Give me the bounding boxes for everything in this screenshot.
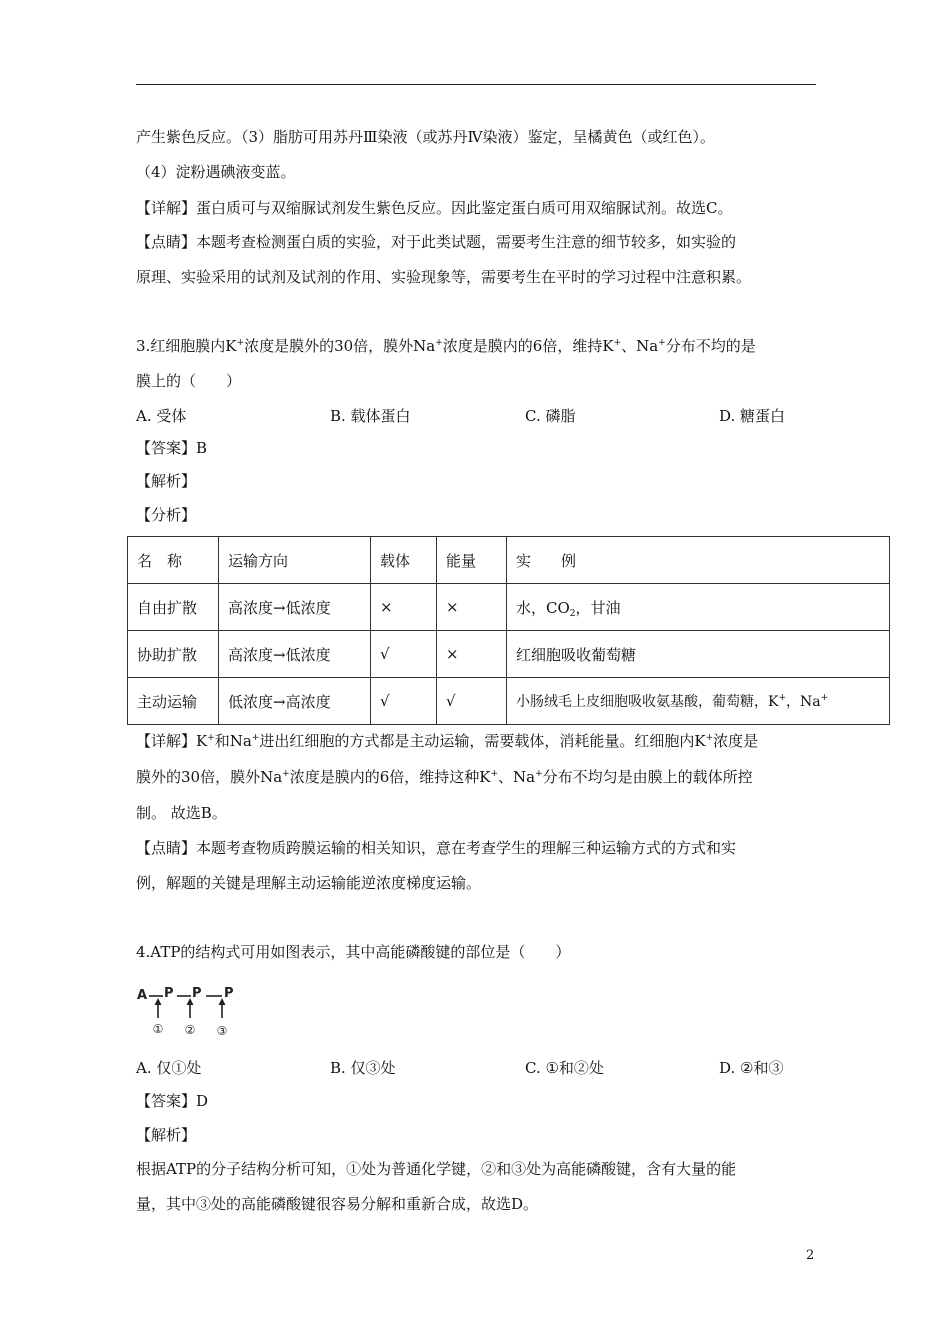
q4-options [136, 1058, 816, 1078]
q3-option-d[interactable]: D. 糖蛋白 [719, 407, 786, 425]
row-energy: × [437, 631, 507, 678]
row-direction: 高浓度→低浓度 [219, 584, 371, 631]
row-direction: 高浓度→低浓度 [219, 631, 371, 678]
arrowhead-1 [155, 998, 162, 1005]
page-number: 2 [806, 1248, 815, 1263]
q3-comment-1: 【点睛】本题考查物质跨膜运输的相关知识，意在考查学生的理解三种运输方式的方式和实 [136, 839, 737, 857]
atp-label-p1: P [164, 986, 174, 1001]
row-energy: √ [437, 678, 507, 725]
table-header-row [128, 537, 890, 584]
intro-line-2: （4）淀粉遇碘液变蓝。 [136, 163, 296, 181]
q3-detail-line-1: 【详解】K+和Na+进出红细胞的方式都是主动运输，需要载体，消耗能量。红细胞内K+浓度是 [136, 732, 759, 750]
row-carrier: √ [371, 631, 437, 678]
row-carrier: × [371, 584, 437, 631]
table-row [128, 584, 890, 631]
intro-comment-1: 【点睛】本题考查检测蛋白质的实验，对于此类试题，需要考生注意的细节较多，如实验的 [136, 233, 737, 251]
q4-option-d[interactable]: D. ②和③ [719, 1059, 784, 1077]
q3-answer: 【答案】B [136, 439, 208, 457]
row-example: 小肠绒毛上皮细胞吸收氨基酸，葡萄糖，K+，Na+ [507, 678, 890, 725]
table-row [128, 631, 890, 678]
q3-option-a[interactable]: A. 受体 [136, 407, 187, 425]
site-1: ① [152, 1022, 164, 1036]
row-example: 水，$CO_2$，甘油 [507, 584, 890, 631]
q3-fenxi-label: 【分析】 [136, 506, 197, 524]
row-carrier: √ [371, 678, 437, 725]
row-name: 协助扩散 [128, 631, 219, 678]
intro-line-1: 产生紫色反应。（3）脂肪可用苏丹Ⅲ染液（或苏丹Ⅳ染液）鉴定，呈橘黄色（或红色）。 [136, 128, 715, 146]
q4-analysis-label: 【解析】 [136, 1126, 197, 1144]
q3-stem-line-1: 3.红细胞膜内K+浓度是膜外的30倍，膜外Na+浓度是膜内的6倍，维持K+、Na+分布不均的是 [136, 337, 756, 355]
q3-option-b[interactable]: B. 载体蛋白 [330, 407, 411, 425]
header-direction: 运输方向 [219, 537, 371, 584]
row-energy: × [437, 584, 507, 631]
q3-options [136, 406, 816, 426]
q3-option-c[interactable]: C. 磷脂 [525, 407, 576, 425]
atp-diagram [136, 984, 246, 1038]
q3-stem-line-2: 膜上的（ ） [136, 372, 242, 390]
intro-detail: 【详解】蛋白质可与双缩脲试剂发生紫色反应。因此鉴定蛋白质可用双缩脲试剂。故选C。 [136, 199, 733, 217]
row-example: 红细胞吸收葡萄糖 [507, 631, 890, 678]
intro-comment-2: 原理、实验采用的试剂及试剂的作用、实验现象等，需要考生在平时的学习过程中注意积累。 [136, 268, 752, 286]
q4-body-2: 量，其中③处的高能磷酸键很容易分解和重新合成，故选D。 [136, 1195, 539, 1213]
q4-option-b[interactable]: B. 仅③处 [330, 1059, 396, 1077]
header-example: 实 例 [507, 537, 890, 584]
atp-label-a: A [137, 988, 148, 1003]
header-energy: 能量 [437, 537, 507, 584]
q3-comment-2: 例，解题的关键是理解主动运输能逆浓度梯度运输。 [136, 874, 482, 892]
header-rule [136, 84, 816, 85]
transport-table [127, 536, 890, 725]
table-row [128, 678, 890, 725]
header-carrier: 载体 [371, 537, 437, 584]
atp-structure-icon [136, 984, 246, 1038]
q4-option-c[interactable]: C. ①和②处 [525, 1059, 604, 1077]
site-2: ② [184, 1023, 196, 1037]
q3-detail-line-2: 膜外的30倍，膜外Na+浓度是膜内的6倍，维持这种K+、Na+分布不均匀是由膜上的载体所控 [136, 768, 753, 786]
atp-label-p3: P [224, 986, 234, 1001]
q4-stem: 4.ATP的结构式可用如图表示，其中高能磷酸键的部位是（ ） [136, 943, 571, 961]
row-name: 主动运输 [128, 678, 219, 725]
q3-analysis-label: 【解析】 [136, 472, 197, 490]
site-3: ③ [216, 1024, 228, 1038]
header-name: 名 称 [128, 537, 219, 584]
atp-label-p2: P [192, 986, 202, 1001]
q3-detail-line-3: 制。 故选B。 [136, 804, 227, 822]
q4-answer: 【答案】D [136, 1092, 209, 1110]
q4-option-a[interactable]: A. 仅①处 [136, 1059, 202, 1077]
row-direction: 低浓度→高浓度 [219, 678, 371, 725]
row-name: 自由扩散 [128, 584, 219, 631]
q4-body-1: 根据ATP的分子结构分析可知，①处为普通化学键，②和③处为高能磷酸键，含有大量的能 [136, 1160, 737, 1178]
